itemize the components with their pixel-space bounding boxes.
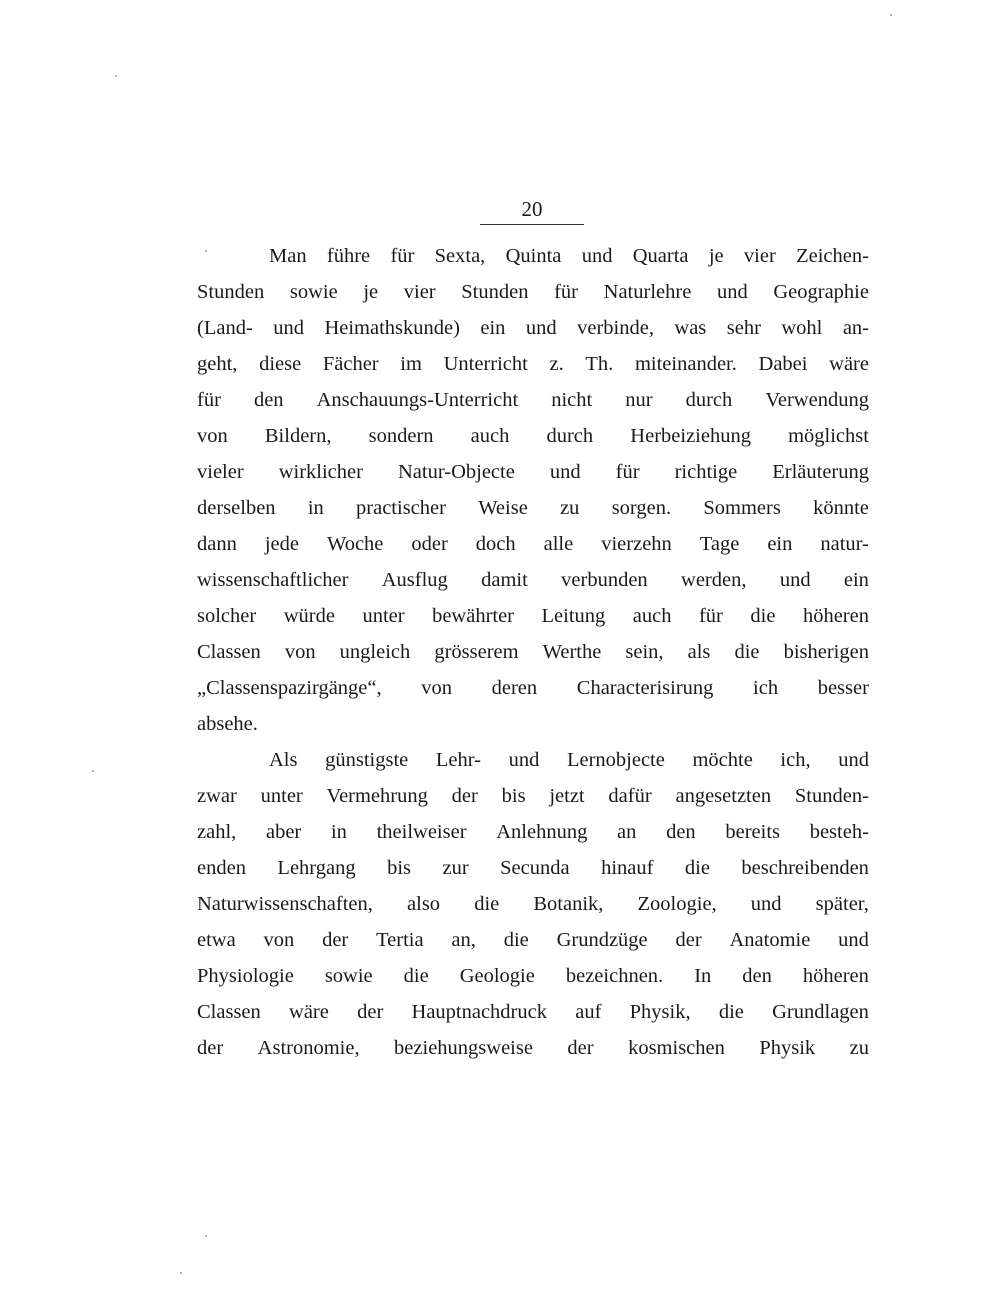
- text-line: für den Anschauungs-Unterricht nicht nur durch Verwendung: [197, 389, 869, 411]
- text-line: zwar unter Vermehrung der bis jetzt dafür angesetzten Stunden-: [197, 785, 869, 807]
- scan-speck: [180, 1272, 182, 1274]
- text-line: Man führe für Sexta, Quinta und Quarta je vier Zeichen-: [269, 245, 869, 267]
- scan-speck: [205, 250, 207, 252]
- text-line: (Land- und Heimathskunde) ein und verbinde, was sehr wohl an-: [197, 317, 869, 339]
- scan-speck: [890, 14, 892, 16]
- text-line: solcher würde unter bewährter Leitung auch für die höheren: [197, 605, 869, 627]
- body-text: [197, 238, 869, 1066]
- scan-speck: [205, 1235, 207, 1237]
- text-line: enden Lehrgang bis zur Secunda hinauf die beschreibenden: [197, 857, 869, 879]
- text-line: vieler wirklicher Natur-Objecte und für richtige Erläuterung: [197, 461, 869, 483]
- text-line: Stunden sowie je vier Stunden für Naturlehre und Geographie: [197, 281, 869, 303]
- paragraph: [197, 742, 869, 1066]
- text-line: von Bildern, sondern auch durch Herbeiziehung möglichst: [197, 425, 869, 447]
- text-line: der Astronomie, beziehungsweise der kosmischen Physik zu: [197, 1037, 869, 1059]
- text-line: Classen wäre der Hauptnachdruck auf Physik, die Grundlagen: [197, 1001, 869, 1023]
- text-line: absehe.: [197, 713, 258, 735]
- paragraph: [197, 238, 869, 742]
- text-line: Physiologie sowie die Geologie bezeichnen. In den höheren: [197, 965, 869, 987]
- text-line: zahl, aber in theilweiser Anlehnung an den bereits besteh-: [197, 821, 869, 843]
- scan-speck: [92, 770, 94, 772]
- scan-speck: [115, 75, 117, 77]
- text-line: wissenschaftlicher Ausflug damit verbunden werden, und ein: [197, 569, 869, 591]
- text-line: Naturwissenschaften, also die Botanik, Zoologie, und später,: [197, 893, 869, 915]
- text-line: „Classenspazirgänge“, von deren Characterisirung ich besser: [197, 677, 869, 699]
- text-line: dann jede Woche oder doch alle vierzehn Tage ein natur-: [197, 533, 869, 555]
- text-line: etwa von der Tertia an, die Grundzüge der Anatomie und: [197, 929, 869, 951]
- text-line: Classen von ungleich grösserem Werthe sein, als die bisherigen: [197, 641, 869, 663]
- page-number: 20: [480, 196, 584, 225]
- text-line: Als günstigste Lehr- und Lernobjecte möchte ich, und: [269, 749, 869, 771]
- text-line: geht, diese Fächer im Unterricht z. Th. miteinander. Dabei wäre: [197, 353, 869, 375]
- text-line: derselben in practischer Weise zu sorgen. Sommers könnte: [197, 497, 869, 519]
